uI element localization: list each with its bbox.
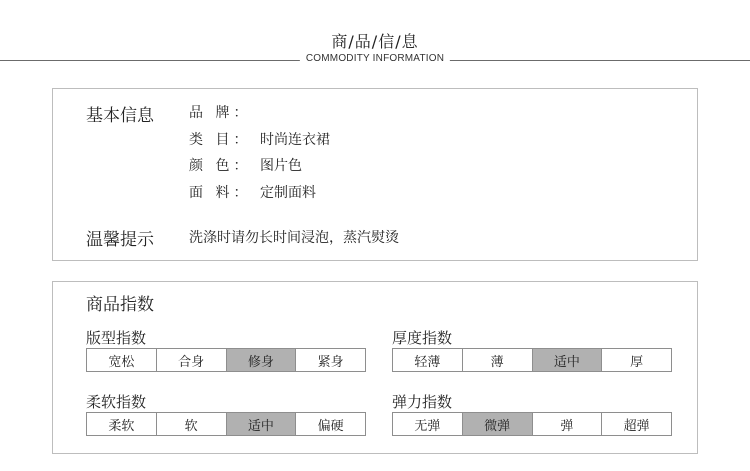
- thickness-option: 适中: [532, 349, 602, 371]
- basic-info-panel: [52, 88, 698, 261]
- elasticity-option: 无弹: [414, 418, 441, 434]
- color-key: 颜 色：: [189, 158, 252, 174]
- fit-index-scale: [86, 348, 366, 372]
- category-key: 类 目：: [189, 132, 252, 148]
- fit-option: 宽松: [108, 354, 135, 370]
- elasticity-option: 微弹: [462, 413, 532, 435]
- fit-option: 修身: [226, 349, 296, 371]
- softness-option: 适中: [226, 413, 296, 435]
- softness-option: 柔软: [108, 418, 135, 434]
- category-value: 时尚连衣裙: [260, 132, 330, 148]
- softness-option: 软: [156, 413, 226, 435]
- elasticity-option: 弹: [532, 413, 602, 435]
- thickness-option: 厚: [601, 349, 671, 371]
- thickness-option: 薄: [462, 349, 532, 371]
- elasticity-index-scale: [392, 412, 672, 436]
- fabric-key: 面 料：: [189, 185, 252, 201]
- fit-option: 合身: [156, 349, 226, 371]
- tips-text: 洗涤时请勿长时间浸泡，蒸汽熨烫: [189, 230, 399, 246]
- basic-info-label: 基本信息: [86, 106, 154, 126]
- elasticity-option: 超弹: [601, 413, 671, 435]
- fabric-value: 定制面料: [260, 185, 316, 201]
- thickness-index-scale: [392, 348, 672, 372]
- indices-title: 商品指数: [86, 295, 154, 315]
- brand-key: 品 牌：: [189, 105, 252, 121]
- thickness-option: 轻薄: [414, 354, 441, 370]
- color-value: 图片色: [260, 158, 302, 174]
- section-subtitle: COMMODITY INFORMATION: [300, 53, 450, 64]
- tips-label: 温馨提示: [86, 230, 154, 250]
- thickness-index-title: 厚度指数: [392, 329, 453, 347]
- fit-index-title: 版型指数: [86, 329, 147, 347]
- fit-option: 紧身: [295, 349, 365, 371]
- elasticity-index-title: 弹力指数: [392, 393, 453, 411]
- softness-option: 偏硬: [295, 413, 365, 435]
- softness-index-title: 柔软指数: [86, 393, 147, 411]
- section-title: 商/品/信/息: [331, 32, 419, 51]
- indices-panel: [52, 281, 698, 454]
- softness-index-scale: [86, 412, 366, 436]
